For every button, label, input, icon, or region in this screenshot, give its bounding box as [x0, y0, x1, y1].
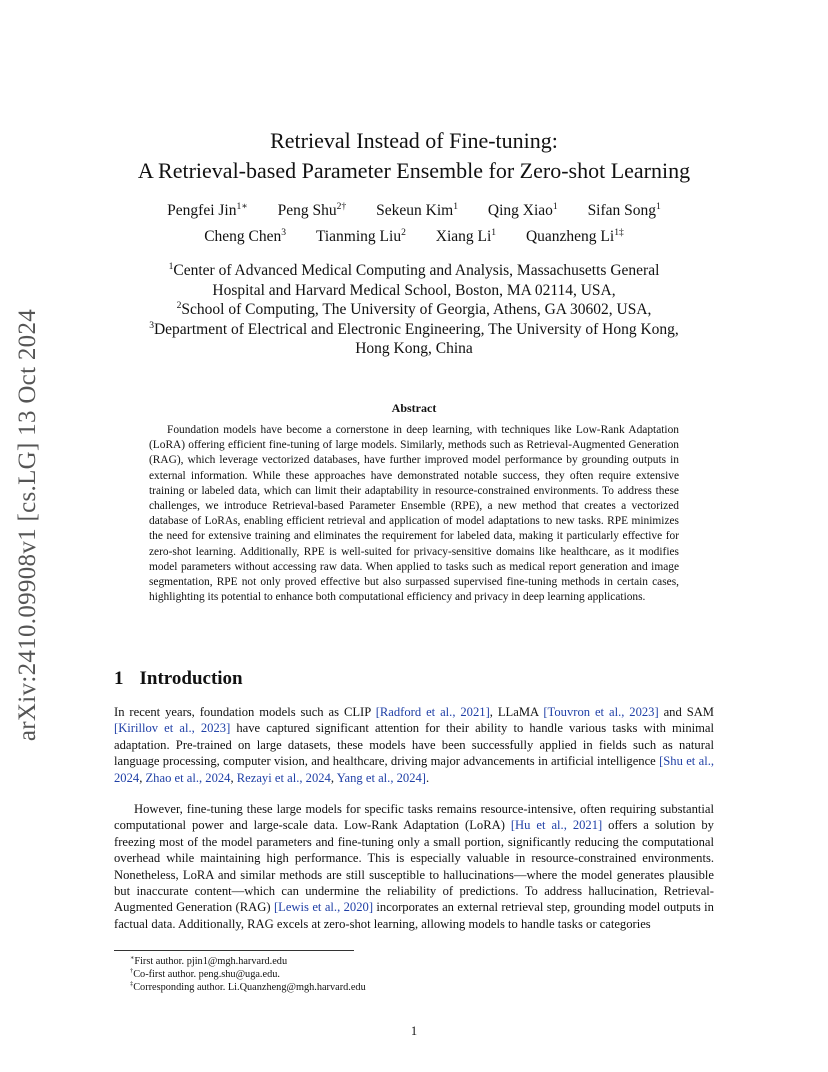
author-name: Sekeun Kim — [376, 202, 454, 219]
affiliation-3-cont: Hong Kong, China — [355, 340, 473, 357]
arxiv-sidebar — [6, 290, 50, 760]
text-run: , — [330, 770, 337, 785]
section-title: Introduction — [139, 668, 243, 689]
author-name: Peng Shu — [277, 202, 337, 219]
section-heading — [114, 668, 243, 690]
footnote-mark: ∗ — [130, 954, 135, 962]
author — [526, 224, 624, 250]
author-name: Qing Xiao — [487, 202, 553, 219]
footnote-rule — [114, 950, 354, 951]
author-affil-mark: 1 — [453, 200, 458, 212]
author-name: Cheng Chen — [204, 228, 282, 245]
citation-link[interactable]: [Kirillov et al., 2023] — [114, 721, 231, 736]
author-affil-mark: 1‡ — [614, 226, 624, 238]
intro-paragraph-1 — [114, 704, 714, 786]
author-name: Sifan Song — [587, 202, 657, 219]
author-name: Quanzheng Li — [525, 228, 615, 245]
author-name: Pengfei Jin — [167, 202, 237, 219]
citation-link[interactable]: Yang et al., 2024] — [336, 770, 427, 785]
author — [436, 224, 496, 250]
author-row-2 — [100, 224, 728, 250]
affil-text: School of Computing, The University of Georgia, Athens, GA 30602, USA, — [181, 301, 652, 318]
affiliation-1 — [100, 261, 728, 281]
citation-link[interactable]: [Lewis et al., 2020] — [273, 900, 374, 915]
footnote-mark: † — [130, 967, 134, 975]
footnote — [130, 968, 366, 981]
author-affil-mark: 1 — [552, 200, 558, 212]
citation-link[interactable]: [Hu et al., 2021] — [510, 818, 603, 833]
abstract-body: Foundation models have become a cornerstone in deep learning, with techniques like Low-Rank Adaptation (LoRA) offering efficient fine-tuning of large models. Similarly, methods such as Retrieval-Augmented Generation (RAG), which leverage vectorized databases, have further improved model performance by grounding outputs in external information. While these approaches have demonstrated notable success, they often require extensive training or labeled data, which can limit their adaptability in resource-constrained environments. To address these challenges, we introduce Retrieval-based Parameter Ensemble (RPE), a new method that creates a vectorized database of LoRAs, enabling efficient retrieval and application of model adaptations to new tasks. RPE minimizes the need for extensive training and eliminates the requirement for labeled data, making it particularly effective for zero-shot learning. Additionally, RPE is well-suited for privacy-sensitive domains like healthcare, as it modifies model parameters without accessing raw data. When applied to tasks such as medical report generation and image segmentation, RPE not only proved effective but also surpassed supervised fine-tuning methods in certain cases, highlighting its potential to enhance both computational efficiency and privacy in deep learning applications. — [149, 424, 679, 604]
citation-link[interactable]: [Shu et al., 2024 — [114, 754, 714, 785]
author-affil-mark: 3 — [281, 226, 287, 238]
author-name: Tianming Liu — [315, 228, 402, 245]
author — [376, 198, 458, 224]
affil-mark: 1 — [168, 260, 174, 272]
author-affil-mark: 2 — [401, 226, 406, 238]
text-run: , — [139, 770, 146, 785]
author-affil-mark: 1 — [491, 226, 497, 238]
author — [588, 198, 661, 224]
affiliation-2 — [100, 300, 728, 320]
text-run: and SAM — [658, 705, 714, 719]
citation-link[interactable]: Rezayi et al., 2024 — [236, 770, 331, 785]
footnotes — [130, 955, 366, 994]
text-run: offers a solution by freezing most of the model parameters and fine-tuning only a small portion, significantly reducing the computational overhead while maintaining high performance. This is especially valuable in resource-constrained environments. Nonetheless, LoRA and similar methods are still susceptible to hallucinations—where the model generates plausible but inaccurate content—which can undermine the reliability of predictions. To address hallucination, Retrieval-Augmented Generation (RAG) — [114, 818, 714, 915]
author-affil-mark: 2† — [336, 200, 347, 212]
author-affil-mark: 1∗ — [236, 200, 248, 212]
intro-paragraph-2 — [114, 801, 714, 932]
text-run: , LLaMA — [489, 705, 544, 719]
abstract-heading: Abstract — [391, 401, 437, 415]
author-name: Xiang Li — [435, 228, 492, 245]
author-list — [100, 198, 728, 250]
text-run: However, fine-tuning these large models for specific tasks remains resource-intensive, often requiring substantial computational power and large-scale data. Low-Rank Adaptation (LoRA) — [114, 802, 714, 833]
author — [488, 198, 558, 224]
citation-link[interactable]: Zhao et al., 2024 — [145, 770, 231, 785]
affil-mark: 3 — [149, 319, 154, 331]
author — [204, 224, 286, 250]
author-row-1 — [100, 198, 728, 224]
footnote — [130, 955, 366, 968]
footnote-text: Co-first author. peng.shu@uga.edu. — [133, 969, 280, 980]
author — [278, 198, 347, 224]
author — [316, 224, 406, 250]
footnote-text: First author. pjin1@mgh.harvard.edu — [134, 956, 288, 967]
text-run: , — [230, 770, 237, 785]
footnote-mark: ‡ — [130, 980, 134, 988]
text-run: In recent years, foundation models such as CLIP — [114, 705, 376, 719]
footnote — [130, 981, 366, 994]
affiliations — [100, 261, 728, 359]
author — [167, 198, 248, 224]
title-line-2: A Retrieval-based Parameter Ensemble for Zero-shot Learning — [137, 158, 691, 183]
section-number: 1 — [114, 668, 124, 689]
page-number: 1 — [410, 1024, 418, 1038]
title-line-1: Retrieval Instead of Fine-tuning: — [270, 128, 558, 153]
text-run: have captured significant attention for their ability to handle various tasks with minimal adaptation. Pre-trained on large datasets, these models have been successfully applied in fields such as natural language processing, computer vision, and healthcare, driving major advancements in artificial intelligence — [114, 721, 714, 769]
author-affil-mark: 1 — [656, 200, 661, 212]
affiliation-3 — [100, 320, 728, 340]
affil-mark: 2 — [176, 299, 182, 311]
paper-title — [100, 126, 728, 186]
text-run: incorporates an external retrieval step, grounding model outputs in factual data. Additionally, RAG excels at zero-shot learning, allowing models to handle tasks or categories — [114, 900, 714, 931]
citation-link[interactable]: [Touvron et al., 2023] — [543, 705, 659, 719]
affil-text: Center of Advanced Medical Computing and Analysis, Massachusetts General — [173, 262, 660, 279]
arxiv-identifier: arXiv:2410.09908v1 [cs.LG] 13 Oct 2024 — [14, 308, 41, 742]
footnote-text: Corresponding author. Li.Quanzheng@mgh.harvard.edu — [133, 982, 366, 993]
text-run: . — [426, 770, 430, 785]
affiliation-1-cont: Hospital and Harvard Medical School, Boston, MA 02114, USA, — [212, 281, 616, 299]
affil-text: Department of Electrical and Electronic Engineering, The University of Hong Kong, — [153, 320, 679, 338]
citation-link[interactable]: [Radford et al., 2021] — [375, 705, 490, 719]
